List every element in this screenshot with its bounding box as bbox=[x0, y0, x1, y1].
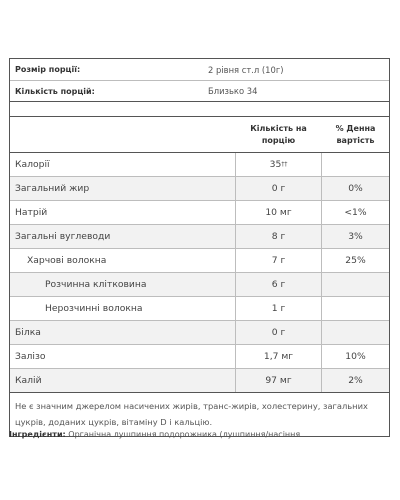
nutrient-row-potassium bbox=[10, 369, 389, 393]
nutrient-amount-value: 35 bbox=[269, 159, 282, 170]
nutrient-dv: 10% bbox=[345, 351, 366, 362]
ingredients-line bbox=[9, 430, 394, 439]
supplement-facts-panel bbox=[9, 58, 390, 437]
servings-count-label: Кількість порцій: bbox=[15, 86, 95, 96]
nutrient-name: Білка bbox=[15, 327, 41, 338]
table-header bbox=[10, 117, 389, 153]
nutrient-dv bbox=[322, 297, 389, 320]
header-name-cell bbox=[10, 117, 235, 152]
nutrient-amount: 0 г bbox=[235, 321, 322, 344]
nutrient-row-dietary-fiber bbox=[10, 249, 389, 273]
nutrient-amount: 35 †† bbox=[235, 153, 322, 176]
nutrient-name: Загальний жир bbox=[15, 183, 90, 194]
nutrient-dv: 0% bbox=[348, 183, 363, 194]
nutrient-row-iron bbox=[10, 345, 389, 369]
nutrient-name: Залізо bbox=[15, 351, 46, 362]
nutrient-name: Нерозчинні волокна bbox=[45, 303, 143, 314]
nutrient-amount: 1 г bbox=[235, 297, 322, 320]
serving-size-value: 2 рівня ст.л (10г) bbox=[208, 64, 284, 75]
header-daily-value bbox=[322, 117, 389, 152]
servings-count-value: Близько 34 bbox=[208, 86, 258, 96]
servings-count-row bbox=[10, 81, 389, 101]
ingredients-text: Органічна лушпиння подорожника (лушпиння/насіння bbox=[68, 430, 301, 439]
header-amount-line2: порцію bbox=[261, 135, 296, 145]
nutrient-dv: 3% bbox=[348, 231, 363, 242]
header-dv-line1: % Денна bbox=[335, 123, 376, 133]
nutrient-name: Харчові волокна bbox=[27, 255, 107, 266]
nutrient-name: Калорії bbox=[15, 159, 50, 170]
header-amount-line1: Кількість на bbox=[250, 123, 307, 133]
nutrient-name: Натрій bbox=[15, 207, 48, 218]
header-amount bbox=[235, 117, 322, 152]
nutrient-amount: 1,7 мг bbox=[235, 345, 322, 368]
section-divider bbox=[10, 101, 389, 117]
footnote: Не є значним джерелом насичених жирів, транс-жирів, холестерину, загальних цукрів, доданих цукрів, вітаміну D і кальцію. bbox=[15, 401, 368, 427]
nutrient-dv bbox=[322, 153, 389, 176]
nutrient-row-insoluble-fiber bbox=[10, 297, 389, 321]
nutrient-dv: 25% bbox=[345, 255, 366, 266]
nutrient-row-total-carbs bbox=[10, 225, 389, 249]
nutrient-row-total-fat bbox=[10, 177, 389, 201]
serving-size-row bbox=[10, 59, 389, 81]
nutrient-dv: 2% bbox=[348, 375, 363, 386]
nutrient-name: Загальні вуглеводи bbox=[15, 231, 111, 242]
header-dv-line2: вартість bbox=[336, 135, 375, 145]
ingredients-label: Інгредієнти: bbox=[9, 430, 66, 439]
nutrient-row-soluble-fiber bbox=[10, 273, 389, 297]
nutrient-amount: 7 г bbox=[235, 249, 322, 272]
nutrient-row-sodium bbox=[10, 201, 389, 225]
serving-size-label: Розмір порції: bbox=[15, 65, 81, 74]
nutrient-amount: 10 мг bbox=[235, 201, 322, 224]
nutrient-dv bbox=[322, 321, 389, 344]
nutrient-dv bbox=[322, 273, 389, 296]
nutrient-name: Розчинна клітковина bbox=[45, 279, 147, 290]
nutrient-row-protein bbox=[10, 321, 389, 345]
nutrient-amount: 6 г bbox=[235, 273, 322, 296]
nutrient-amount: 0 г bbox=[235, 177, 322, 200]
nutrient-dv: <1% bbox=[344, 207, 367, 218]
nutrient-amount: 8 г bbox=[235, 225, 322, 248]
nutrient-row-calories bbox=[10, 153, 389, 177]
nutrient-amount: 97 мг bbox=[235, 369, 322, 392]
nutrient-name: Калій bbox=[15, 375, 42, 386]
